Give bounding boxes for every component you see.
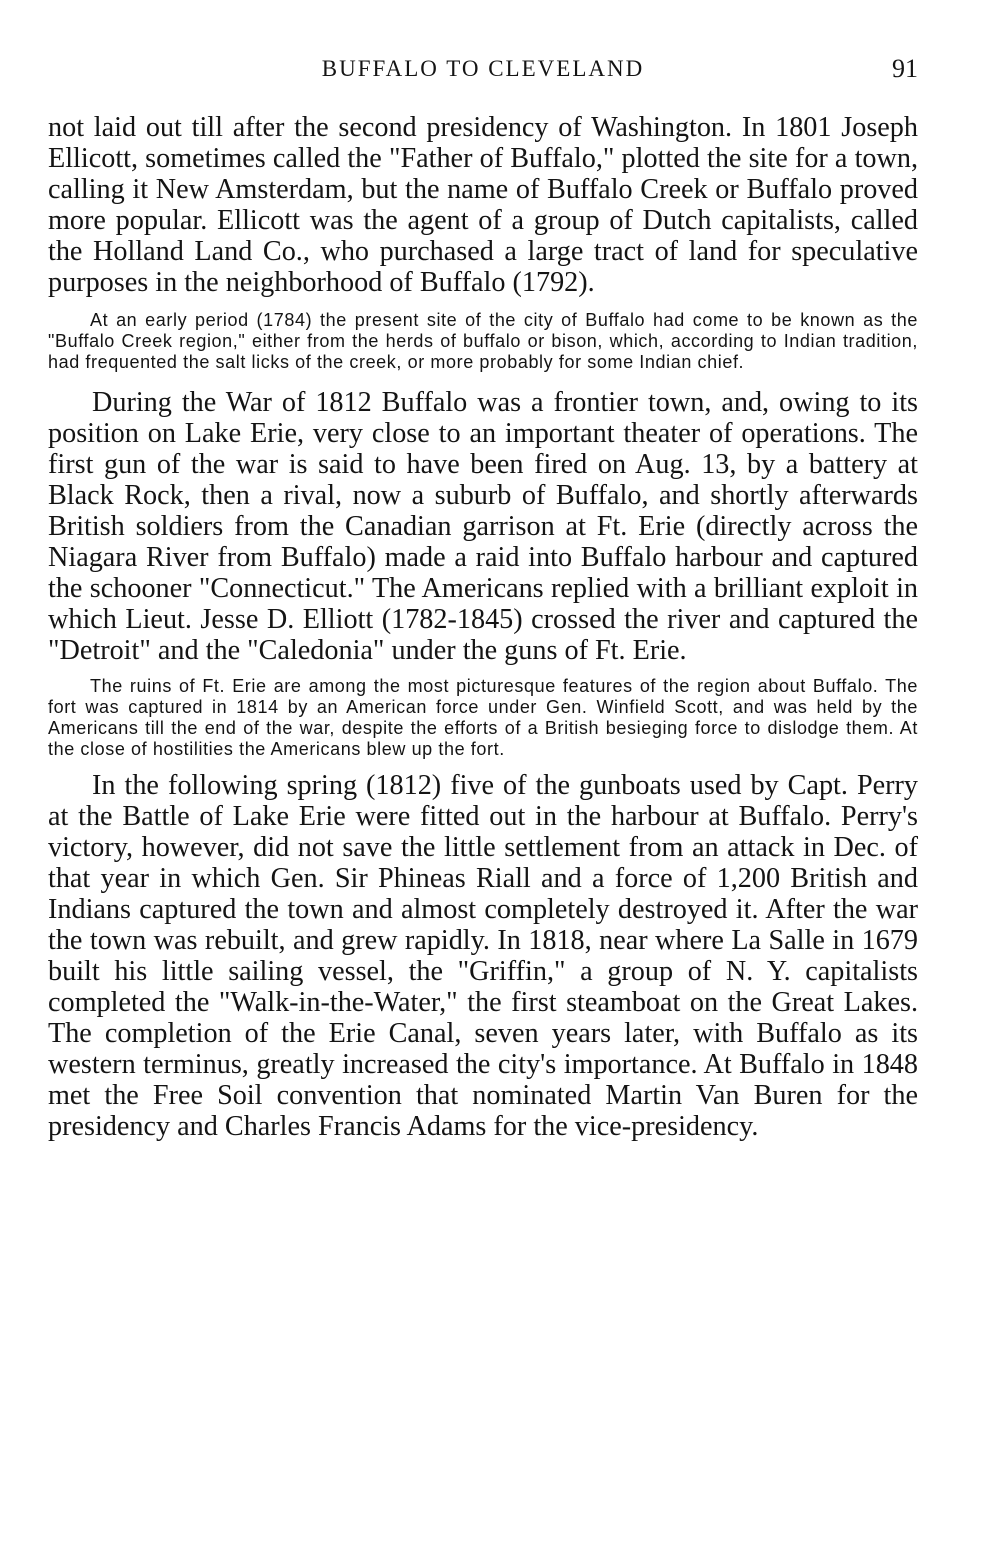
page-body [48,112,918,1142]
running-title: BUFFALO TO CLEVELAND [321,56,645,81]
footnote-2: The ruins of Ft. Erie are among the most picturesque features of the region about Buffalo. The fort was captured in 1814 by an American force under Gen. Winfield Scott, and was held by the Americans till the end of the war, despite the efforts of a British besieging force to dislodge them. At the close of hostilities the Americans blew up the fort. [48,676,918,759]
page-header [48,52,918,86]
page-number: 91 [892,54,918,83]
body-paragraph-3: In the following spring (1812) five of the gunboats used by Capt. Perry at the Battle of Lake Erie were fitted out in the harbour at Buffalo. Perry's victory, however, did not save the little settlement from an attack in Dec. of that year in which Gen. Sir Phineas Riall and a force of 1,200 British and Indians captured the town and almost completely destroyed it. After the war the town was rebuilt, and grew rapidly. In 1818, near where La Salle in 1679 built his little sailing vessel, the "Griffin," a group of N. Y. capitalists completed the "Walk-in-the-Water," the first steamboat on the Great Lakes. The completion of the Erie Canal, seven years later, with Buffalo as its western terminus, greatly increased the city's importance. At Buffalo in 1848 met the Free Soil convention that nominated Martin Van Buren for the presidency and Charles Francis Adams for the vice-presidency. [48,770,918,1142]
body-paragraph-1: not laid out till after the second presidency of Washington. In 1801 Joseph Ellicott, sometimes called the "Father of Buffalo," plotted the site for a town, calling it New Amsterdam, but the name of Buffalo Creek or Buffalo proved more popular. Ellicott was the agent of a group of Dutch capitalists, called the Holland Land Co., who purchased a large tract of land for speculative purposes in the neighborhood of Buffalo (1792). [48,112,918,298]
body-paragraph-2: During the War of 1812 Buffalo was a frontier town, and, owing to its position on Lake Erie, very close to an important theater of operations. The first gun of the war is said to have been fired on Aug. 13, by a battery at Black Rock, then a rival, now a suburb of Buffalo, and shortly afterwards British soldiers from the Canadian garrison at Ft. Erie (directly across the Niagara River from Buffalo) made a raid into Buffalo harbour and captured the schooner "Connecticut." The Americans replied with a brilliant exploit in which Lieut. Jesse D. Elliott (1782-1845) crossed the river and captured the "Detroit" and the "Caledonia" under the guns of Ft. Erie. [48,387,918,666]
footnote-1: At an early period (1784) the present site of the city of Buffalo had come to be known as the "Buffalo Creek region," either from the herds of buffalo or bison, which, according to Indian tradition, had frequented the salt licks of the creek, or more probably for some Indian chief. [48,310,918,372]
